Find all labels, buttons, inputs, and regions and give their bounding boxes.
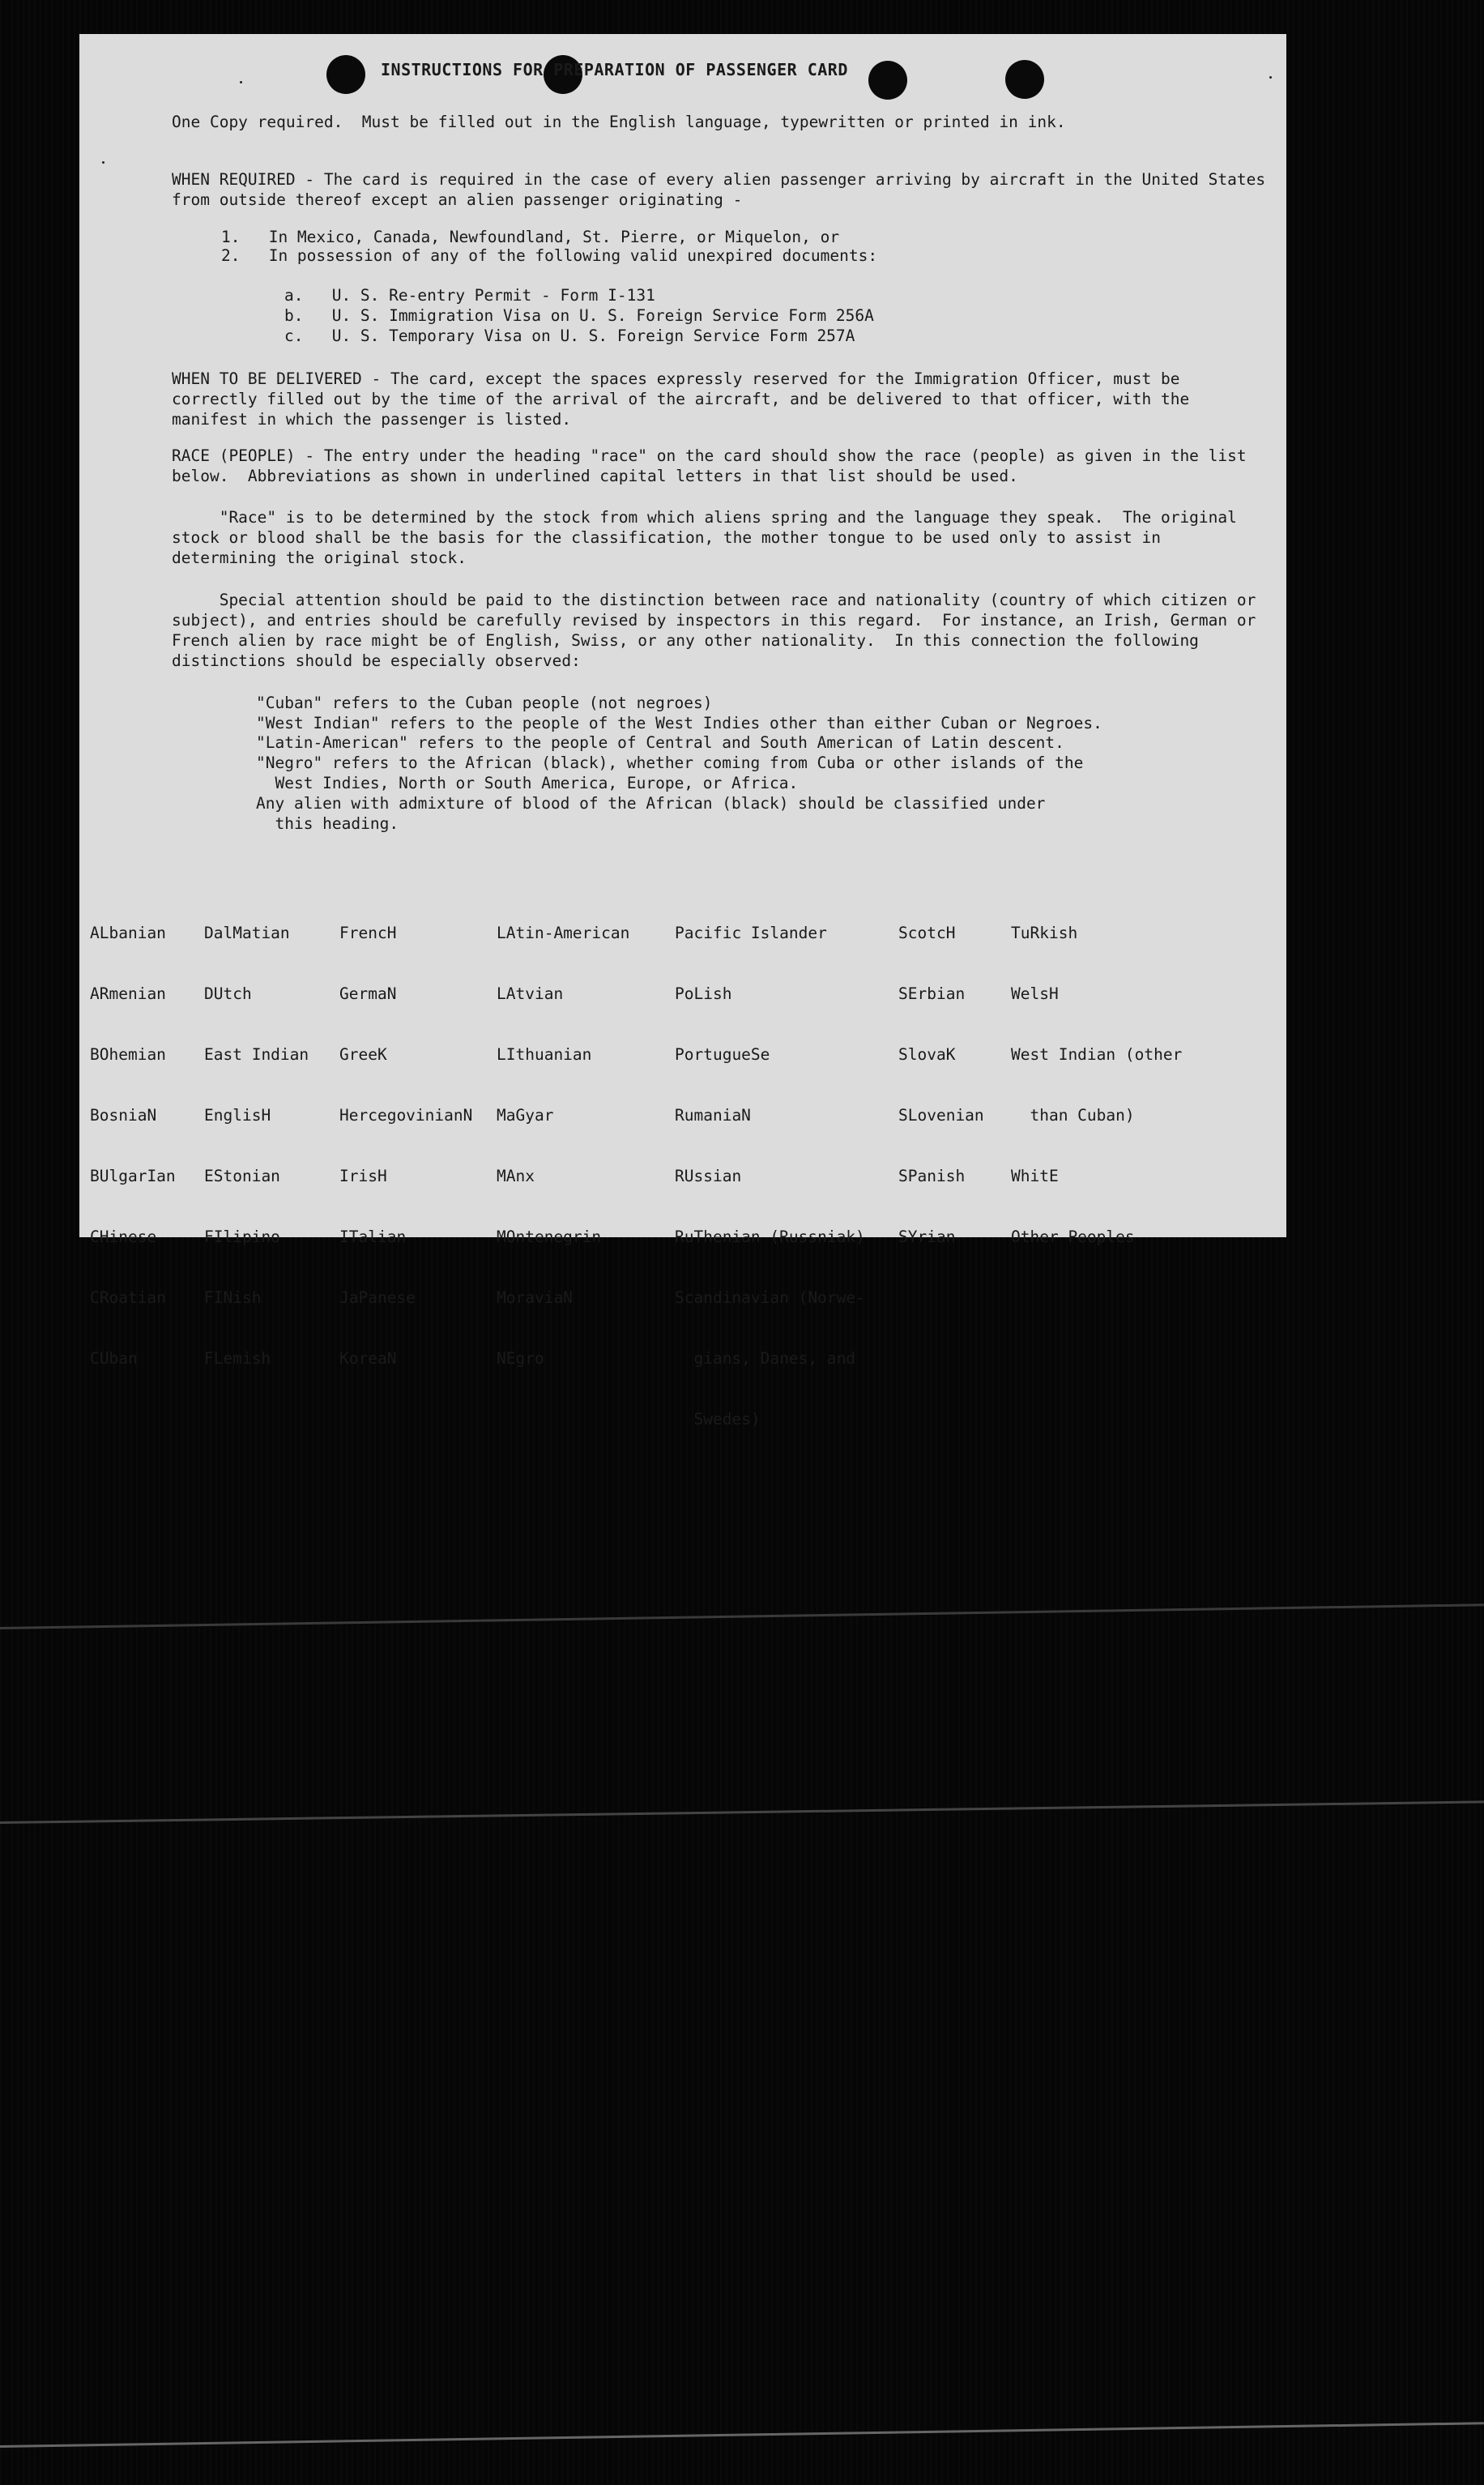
observation-item: "Latin-American" refers to the people of Central and South American of Latin descent. <box>256 733 1064 752</box>
race-entry: DalMatian <box>204 924 290 942</box>
punch-hole <box>1005 60 1044 99</box>
race-entry: FrencH <box>339 924 397 942</box>
race-entry: TuRkish <box>1011 924 1078 942</box>
race-entry: BosniaN <box>90 1106 157 1125</box>
race-entry: than Cuban) <box>1011 1106 1135 1125</box>
race-entry: ALbanian <box>90 924 166 942</box>
race-entry: SlovaK <box>898 1045 956 1064</box>
race-entry: HercegovinianN <box>339 1106 473 1125</box>
observation-item: "Cuban" refers to the Cuban people (not negroes) <box>256 694 713 712</box>
race-entry: LAtvian <box>497 984 564 1003</box>
observation-item: "West Indian" refers to the people of the West Indies other than either Cuban or Negroes. <box>256 714 1102 732</box>
race-entry: SYrian <box>898 1228 956 1246</box>
race-entry: RuThenian (Russniak) <box>675 1228 865 1246</box>
race-entry: FINish <box>204 1288 262 1307</box>
document-page <box>79 34 1286 1428</box>
race-entry: CHinese <box>90 1228 157 1246</box>
race-entry: Scandinavian (Norwe- <box>675 1288 865 1307</box>
race-column <box>898 882 984 1287</box>
race-entry: JaPanese <box>339 1288 416 1307</box>
lettered-item: c. U. S. Temporary Visa on U. S. Foreign Service Form 257A <box>284 327 855 345</box>
race-entry: EStonian <box>204 1167 280 1185</box>
race-entry: GermaN <box>339 984 397 1003</box>
paragraph-copy: One Copy required. Must be filled out in the English language, typewritten or printed in ink. <box>172 113 1066 131</box>
race-entry: RUssian <box>675 1167 742 1185</box>
race-entry: WelsH <box>1011 984 1059 1003</box>
race-entry: Swedes) <box>675 1410 761 1428</box>
race-entry: gians, Danes, and <box>675 1349 856 1368</box>
race-entry: MoraviaN <box>497 1288 573 1307</box>
race-entry: Other Peoples <box>1011 1228 1135 1246</box>
race-entry: PortugueSe <box>675 1045 770 1064</box>
race-column <box>675 882 865 1470</box>
paragraph-when-required: WHEN REQUIRED - The card is required in the case of every alien passenger arriving by aircraft in the United States from outside thereof except an alien passenger originating - <box>172 170 1275 209</box>
punch-hole <box>868 61 907 100</box>
lettered-item: a. U. S. Re-entry Permit - Form I-131 <box>284 286 655 305</box>
race-entry: ARmenian <box>90 984 166 1003</box>
observation-item: Any alien with admixture of blood of the African (black) should be classified under this heading. <box>256 794 1046 833</box>
numbered-item: 2. In possession of any of the following valid unexpired documents: <box>221 246 878 265</box>
race-entry: SLovenian <box>898 1106 984 1125</box>
race-entry: MaGyar <box>497 1106 554 1125</box>
race-column <box>90 882 176 1409</box>
page-title: INSTRUCTIONS FOR PREPARATION OF PASSENGER CARD <box>381 60 848 79</box>
race-entry: KoreaN <box>339 1349 397 1368</box>
race-entry: IrisH <box>339 1167 387 1185</box>
observation-item: "Negro" refers to the African (black), whether coming from Cuba or other islands of the West Indies, North or South America, Europe, or Africa. <box>256 754 1084 792</box>
race-entry: FIlipino <box>204 1228 280 1246</box>
paragraph-race-determined: "Race" is to be determined by the stock from which aliens spring and the language they speak. The original stock or blood shall be the basis for the classification, the mother tongue to be used only to assist in determining the original stock. <box>172 508 1247 567</box>
race-entry: MAnx <box>497 1167 535 1185</box>
race-entry: MOntenegrin <box>497 1228 602 1246</box>
race-column <box>497 882 629 1409</box>
race-entry: BUlgarIan <box>90 1167 176 1185</box>
scan-speck <box>240 81 242 83</box>
scan-speck <box>102 161 104 164</box>
race-column <box>1011 882 1182 1287</box>
race-entry: DUtch <box>204 984 252 1003</box>
paragraph-when-delivered: WHEN TO BE DELIVERED - The card, except the spaces expressly reserved for the Immigration Officer, must be correctly filled out by the time of the arrival of the aircraft, and be delivered to that officer, with the manifest in which the passenger is listed. <box>172 369 1199 429</box>
race-entry: FLemish <box>204 1349 271 1368</box>
race-entry: CRoatian <box>90 1288 166 1307</box>
race-entry: BOhemian <box>90 1045 166 1064</box>
race-entry: Pacific Islander <box>675 924 827 942</box>
race-entry: CUban <box>90 1349 138 1368</box>
race-entry: ScotcH <box>898 924 956 942</box>
race-entry: LAtin-American <box>497 924 630 942</box>
race-entry: PoLish <box>675 984 732 1003</box>
race-entry: SPanish <box>898 1167 966 1185</box>
race-entry: RumaniaN <box>675 1106 751 1125</box>
race-entry: NEgro <box>497 1349 544 1368</box>
race-entry: West Indian (other <box>1011 1045 1183 1064</box>
race-entry: SErbian <box>898 984 966 1003</box>
race-entry: East Indian <box>204 1045 309 1064</box>
race-entry: LIthuanian <box>497 1045 592 1064</box>
paragraph-race: RACE (PEOPLE) - The entry under the heading "race" on the card should show the race (people) as given in the list below. Abbreviations as shown in underlined capital letters in that list should be used. <box>172 446 1256 485</box>
race-entry: GreeK <box>339 1045 387 1064</box>
lettered-item: b. U. S. Immigration Visa on U. S. Foreign Service Form 256A <box>284 306 874 325</box>
race-entry: ITalian <box>339 1228 407 1246</box>
paragraph-special-attention: Special attention should be paid to the distinction between race and nationality (country of which citizen or subject), and entries should be carefully revised by inspectors in this regard. For instance, an Irish, German or French alien by race might be of English, Swiss, or any other nationality. In this connection the following distinctions should be especially observed: <box>172 591 1266 670</box>
scan-speck <box>1269 76 1272 79</box>
race-entry: EnglisH <box>204 1106 271 1125</box>
race-entry: WhitE <box>1011 1167 1059 1185</box>
race-column <box>204 882 309 1409</box>
race-column <box>339 882 472 1409</box>
punch-hole <box>326 55 365 94</box>
numbered-item: 1. In Mexico, Canada, Newfoundland, St. Pierre, or Miquelon, or <box>221 228 840 246</box>
